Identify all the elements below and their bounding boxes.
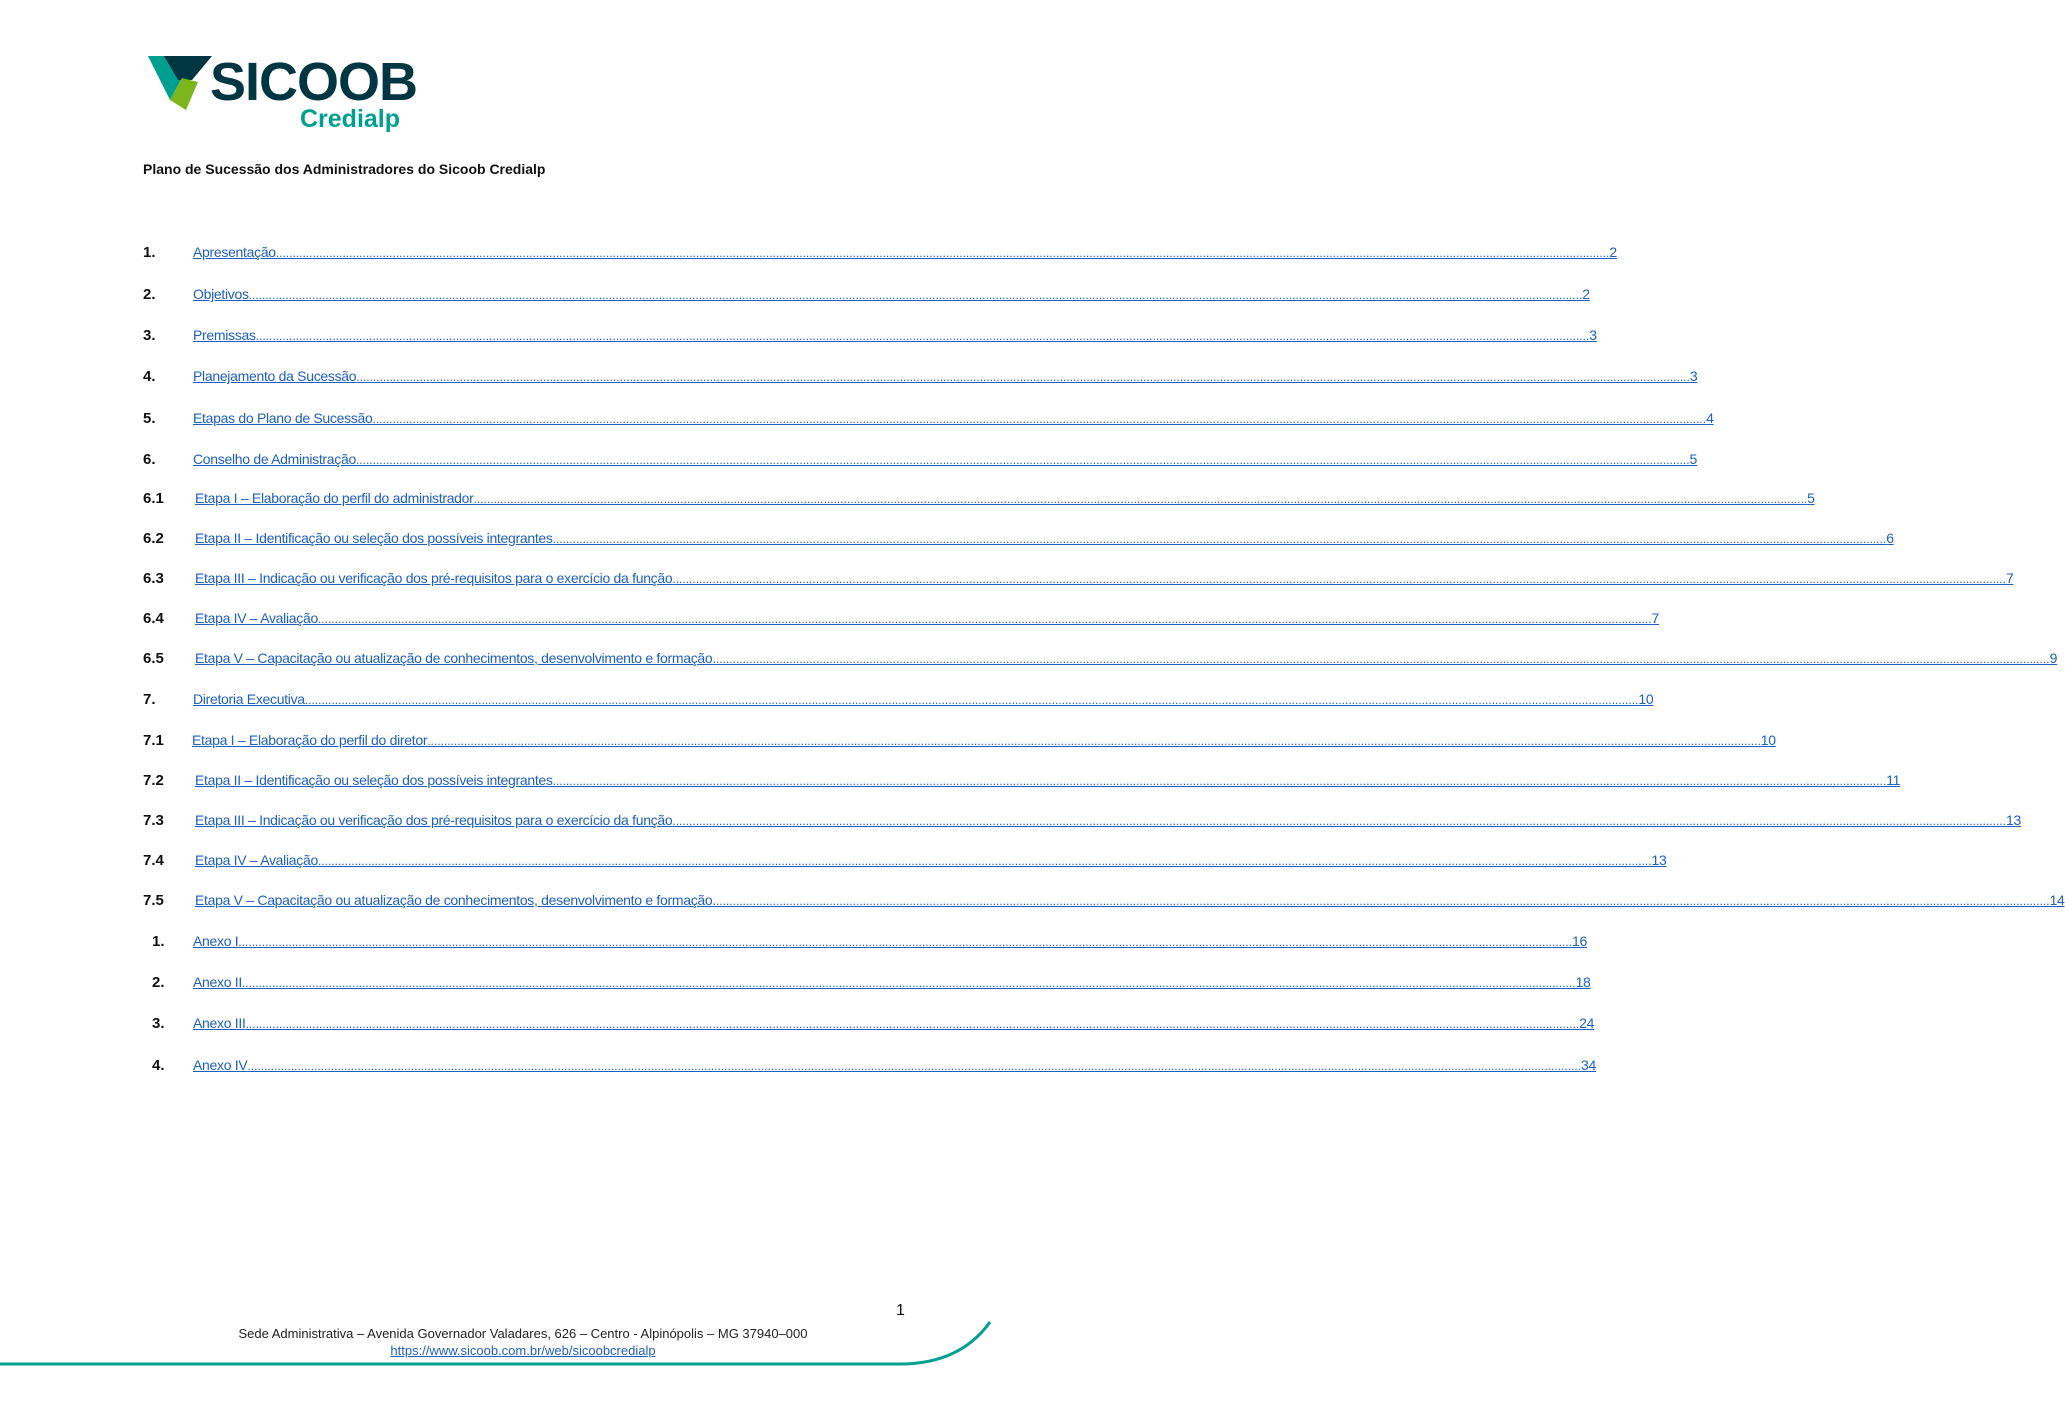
toc-entry-link[interactable] (193, 1057, 1596, 1073)
toc-leader-dots: ................................................................................................................................................................................................................................................................................................................................................................................................................ (245, 1017, 1580, 1031)
toc-entry (0, 570, 2014, 590)
toc-entry-link[interactable] (193, 410, 1714, 426)
toc-entry-page: 10 (1760, 732, 1776, 748)
toc-entry-number: 1. (152, 933, 165, 950)
toc-entry-number: 2. (143, 286, 156, 303)
toc-entry-link[interactable] (195, 812, 2021, 828)
toc-leader-dots: ................................................................................................................................................................................................................................................................................................................................................................................................................ (275, 246, 1610, 260)
toc-entry-title: Conselho de Administração (193, 451, 356, 467)
toc-leader-dots: ................................................................................................................................................................................................................................................................................................................................................................................................................ (355, 453, 1690, 467)
toc-entry-title: Etapa III – Indicação ou verificação dos pré-requisitos para o exercício da função (195, 812, 673, 828)
logo-wordmark: SICOOB (210, 52, 418, 112)
toc-leader-dots: ................................................................................................................................................................................................................................................................................................................................................................................................................ (715, 894, 2050, 908)
toc-entry-link[interactable] (195, 772, 1901, 788)
toc-entry-link[interactable] (195, 610, 1660, 626)
toc-entry-page: 13 (2005, 812, 2021, 828)
toc-entry-number: 6.1 (143, 490, 164, 507)
toc-entry-number: 6.4 (143, 610, 164, 627)
toc-entry-page: 2 (1582, 286, 1590, 302)
toc-entry-number: 2. (152, 974, 165, 991)
toc-entry-link[interactable] (193, 933, 1587, 949)
toc-entry-page: 3 (1689, 368, 1698, 384)
toc-entry-page: 18 (1575, 974, 1591, 990)
toc-entry-title: Etapa V – Capacitação ou atualização de conhecimentos, desenvolvimento e formação. (195, 650, 716, 666)
toc-entry (0, 286, 1590, 306)
toc-entry-number: 3. (143, 327, 156, 344)
toc-entry (0, 650, 2058, 670)
toc-leader-dots: ................................................................................................................................................................................................................................................................................................................................................................................................................ (672, 814, 2006, 828)
toc-leader-dots: ................................................................................................................................................................................................................................................................................................................................................................................................................ (356, 370, 1690, 384)
toc-entry-number: 6.3 (143, 570, 164, 587)
toc-leader-dots: ................................................................................................................................................................................................................................................................................................................................................................................................................ (715, 652, 2050, 666)
toc-leader-dots: ................................................................................................................................................................................................................................................................................................................................................................................................................ (552, 532, 1887, 546)
toc-leader-dots: ................................................................................................................................................................................................................................................................................................................................................................................................................ (427, 734, 1761, 748)
toc-entry-page: 5 (1807, 490, 1815, 506)
toc-entry-page: 3 (1589, 327, 1597, 343)
toc-entry-link[interactable] (192, 732, 1776, 748)
toc-entry-link[interactable] (193, 368, 1698, 384)
toc-leader-dots: ................................................................................................................................................................................................................................................................................................................................................................................................................ (473, 492, 1808, 506)
toc-entry-number: 7.1 (143, 732, 164, 749)
toc-entry (0, 691, 1654, 711)
toc-entry-link[interactable] (195, 650, 2058, 666)
toc-leader-dots: ................................................................................................................................................................................................................................................................................................................................................................................................................ (247, 1059, 1582, 1073)
toc-entry-link[interactable] (195, 570, 2014, 586)
toc-entry-title: Etapa I – Elaboração do perfil do administrador (195, 490, 474, 506)
toc-entry-title: Etapa II – Identificação ou seleção dos possíveis integrantes (195, 530, 553, 546)
toc-entry-title: Etapa V – Capacitação ou atualização de conhecimentos, desenvolvimento e formação. (195, 892, 716, 908)
toc-entry (0, 1057, 1596, 1077)
toc-leader-dots: ................................................................................................................................................................................................................................................................................................................................................................................................................ (255, 329, 1590, 343)
toc-entry (0, 451, 1698, 471)
toc-entry-link[interactable] (193, 286, 1590, 302)
toc-entry (0, 1015, 1595, 1035)
toc-entry-link[interactable] (193, 1015, 1595, 1031)
toc-leader-dots: ................................................................................................................................................................................................................................................................................................................................................................................................................ (241, 976, 1576, 990)
toc-entry-page: 11 (1886, 772, 1901, 788)
toc-entry-title: Diretoria Executiva (193, 691, 305, 707)
toc-entry-page: 13 (1651, 852, 1667, 868)
toc-entry-link[interactable] (193, 327, 1597, 343)
toc-entry-title: Etapa IV – Avaliação (195, 852, 318, 868)
toc-entry-title: Etapa II – Identificação ou seleção dos possíveis integrantes (195, 772, 553, 788)
toc-entry-title: Anexo I (193, 933, 239, 949)
toc-entry-link[interactable] (195, 530, 1894, 546)
toc-leader-dots: ................................................................................................................................................................................................................................................................................................................................................................................................................ (238, 935, 1572, 949)
toc-entry (0, 892, 2065, 912)
toc-entry-page: 4 (1706, 410, 1714, 426)
toc-entry-title: Etapa III – Indicação ou verificação dos pré-requisitos para o exercício da função (195, 570, 673, 586)
toc-leader-dots: ................................................................................................................................................................................................................................................................................................................................................................................................................ (248, 288, 1583, 302)
toc-entry (0, 244, 1617, 264)
toc-entry-number: 7.2 (143, 772, 164, 789)
toc-entry (0, 974, 1591, 994)
toc-entry-page: 7 (1651, 610, 1660, 626)
toc-leader-dots: ................................................................................................................................................................................................................................................................................................................................................................................................................ (552, 774, 1887, 788)
toc-entry-number: 6. (143, 451, 156, 468)
toc-entry-title: Etapa IV – Avaliação (195, 610, 318, 626)
toc-entry-page: 16 (1571, 933, 1587, 949)
toc-entry (0, 530, 1894, 550)
toc-entry-page: 5 (1689, 451, 1698, 467)
toc-entry-number: 6.5 (143, 650, 164, 667)
toc-entry-page: 7 (2005, 570, 2014, 586)
toc-entry-link[interactable] (195, 892, 2065, 908)
toc-entry-number: 1. (143, 244, 156, 261)
toc-entry-number: 7.3 (143, 812, 164, 829)
logo-subtitle: Credialp (300, 105, 401, 133)
toc-entry-link[interactable] (193, 244, 1617, 260)
toc-entry (0, 410, 1714, 430)
toc-entry-page: 9 (2049, 650, 2058, 666)
toc-entry-title: Apresentação (193, 244, 276, 260)
toc-entry-number: 4. (152, 1057, 165, 1074)
toc-entry-number: 4. (143, 368, 156, 385)
toc-leader-dots: ................................................................................................................................................................................................................................................................................................................................................................................................................ (672, 572, 2006, 586)
toc-entry-number: 7. (143, 691, 156, 708)
toc-entry (0, 490, 1815, 510)
toc-entry (0, 368, 1698, 388)
toc-entry-title: Premissas (193, 327, 256, 343)
toc-entry-title: Anexo III (193, 1015, 246, 1031)
toc-entry-number: 7.5 (143, 892, 164, 909)
footer-url-link[interactable]: https://www.sicoob.com.br/web/sicoobcredialp (390, 1343, 656, 1358)
toc-entry-title: Anexo IV (193, 1057, 248, 1073)
toc-entry-page: 6 (1886, 530, 1894, 546)
toc-entry (0, 327, 1597, 347)
toc-entry-page: 2 (1609, 244, 1617, 260)
toc-entry-title: Etapa I – Elaboração do perfil do diretor (192, 732, 428, 748)
toc-entry (0, 732, 1776, 752)
toc-leader-dots: ................................................................................................................................................................................................................................................................................................................................................................................................................ (317, 854, 1652, 868)
footer-decorative-curve (0, 1318, 1000, 1378)
toc-entry-title: Planejamento da Sucessão (193, 368, 357, 384)
toc-entry (0, 772, 1901, 792)
footer-address: Sede Administrativa – Avenida Governador Valadares, 626 – Centro - Alpinópolis – MG 37940–000 (238, 1326, 808, 1341)
toc-entry-title: Objetivos (193, 286, 249, 302)
toc-entry (0, 610, 1660, 630)
toc-entry-number: 5. (143, 410, 156, 427)
toc-entry-link[interactable] (195, 852, 1667, 868)
page-number: 1 (896, 1302, 905, 1319)
toc-entry-page: 24 (1579, 1015, 1595, 1031)
toc-entry-link[interactable] (193, 451, 1698, 467)
toc-entry-number: 6.2 (143, 530, 164, 547)
toc-entry-page: 34 (1581, 1057, 1596, 1073)
toc-entry (0, 852, 1667, 872)
toc-entry-link[interactable] (193, 691, 1654, 707)
toc-entry (0, 812, 2021, 832)
toc-entry-link[interactable] (193, 974, 1591, 990)
toc-leader-dots: ................................................................................................................................................................................................................................................................................................................................................................................................................ (372, 412, 1707, 426)
toc-entry-title: Etapas do Plano de Sucessão (193, 410, 373, 426)
toc-leader-dots: ................................................................................................................................................................................................................................................................................................................................................................................................................ (317, 612, 1652, 626)
toc-entry-number: 7.4 (143, 852, 164, 869)
toc-leader-dots: ................................................................................................................................................................................................................................................................................................................................................................................................................ (304, 693, 1639, 707)
toc-entry-page: 10 (1638, 691, 1654, 707)
document-title: Plano de Sucessão dos Administradores do Sicoob Credialp (143, 161, 546, 177)
toc-entry (0, 933, 1587, 953)
toc-entry-number: 3. (152, 1015, 165, 1032)
toc-entry-link[interactable] (195, 490, 1815, 506)
toc-entry-title: Anexo II (193, 974, 242, 990)
toc-entry-page: 14 (2049, 892, 2065, 908)
